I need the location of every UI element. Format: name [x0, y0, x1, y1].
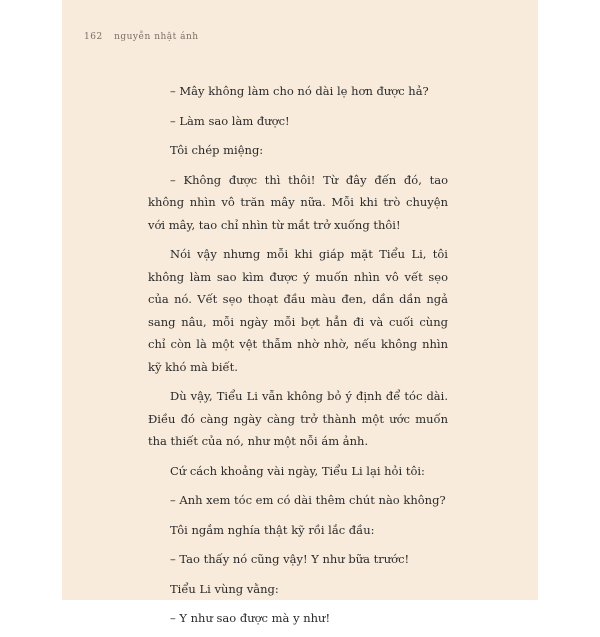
- paragraph: – Làm sao làm được!: [170, 113, 290, 128]
- page-header: [84, 32, 199, 42]
- paragraph: Tiểu Li vùng vằng:: [170, 581, 279, 596]
- paragraph: – Tao thấy nó cũng vậy! Y như bữa trước!: [170, 552, 410, 566]
- paragraph: Tôi chép miệng:: [170, 143, 264, 157]
- paragraph: Tôi ngắm nghía thật kỹ rồi lắc đầu:: [170, 522, 375, 537]
- body-text: [148, 80, 448, 637]
- author-name: nguyễn nhật ánh: [114, 32, 199, 42]
- paragraph: Dù vậy, Tiểu Li vẫn không bỏ ý định để tóc dài. Điều đó càng ngày càng trở thành một ước muốn tha thiết của nó, như một nỗi ám ảnh.: [148, 389, 448, 448]
- paragraph: Cứ cách khoảng vài ngày, Tiểu Li lại hỏi tôi:: [170, 463, 425, 478]
- paragraph: – Y như sao được mà y như!: [170, 611, 331, 625]
- paragraph: – Không được thì thôi! Từ đây đến đó, tao không nhìn vô trăn mây nữa. Mỗi khi trò chuyện với mây, tao chỉ nhìn từ mắt trở xuống thôi!: [148, 172, 448, 232]
- page-number: 162: [84, 32, 103, 42]
- paragraph: – Mây không làm cho nó dài lẹ hơn được hả?: [170, 84, 429, 98]
- paragraph: Nói vậy nhưng mỗi khi giáp mặt Tiểu Li, tôi không làm sao kìm được ý muốn nhìn vô vết sẹo của nó. Vết sẹo thoạt đầu màu đen, dần dần ngả sang nâu, mỗi ngày mỗi bợt hẳn đi và cuối cùng chỉ còn là một vệt thẫm nhờ nhờ, nếu không nhìn kỹ khó mà biết.: [148, 247, 448, 374]
- paragraph: – Anh xem tóc em có dài thêm chút nào không?: [170, 493, 446, 507]
